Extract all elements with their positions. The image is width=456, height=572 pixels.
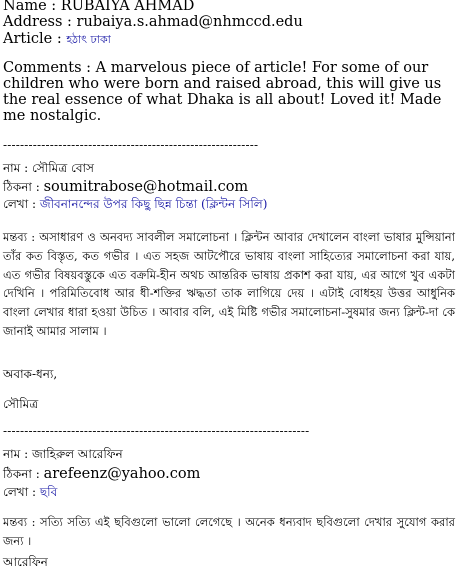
comment-2-article-line bbox=[3, 196, 267, 213]
name-label: নাম : bbox=[3, 161, 29, 175]
commenter-name: জাহিরুল আরেফিন bbox=[32, 447, 123, 461]
commenter-name: RUBAIYA AHMAD bbox=[60, 0, 195, 14]
name-label: নাম : bbox=[3, 447, 29, 461]
comment-3-signature: আরেফিন bbox=[3, 555, 48, 569]
comment-3-text: মন্তব্য : সত্যি সত্যি এই ছবিগুলো ভালো লেগেছে । অনেক ধন্যবাদ ছবিগুলো দেখার সুযোগ করার জন্য । bbox=[3, 515, 455, 548]
comment-2-closing: অবাক-ধন্য, bbox=[3, 367, 58, 381]
comment-2-address-line bbox=[3, 179, 248, 196]
article-link[interactable]: ছবি bbox=[39, 485, 58, 499]
comment-1-article-line bbox=[3, 31, 111, 48]
commenter-name: সৌমিত্র বোস bbox=[32, 161, 94, 175]
commenter-email: arefeenz@yahoo.com bbox=[43, 466, 201, 482]
comment-3-article-line bbox=[3, 484, 57, 501]
address-label: Address : bbox=[3, 14, 72, 30]
separator-2: ------------------------------------------------------------------------ bbox=[3, 424, 310, 438]
address-label: ঠিকনা : bbox=[3, 180, 40, 194]
comment-3-name-line bbox=[3, 446, 123, 463]
address-label: ঠিকনা : bbox=[3, 467, 40, 481]
comment-1-name-line bbox=[3, 0, 194, 15]
comment-2-text: মন্তব্য : অসাধারণ ও অনবদ্য সাবলীল সমালোচনা । ক্লিন্টন আবার দেখালেন বাংলা ভাষার মুন্সিয়ানা তাঁর কত বিস্তৃত, কত গভীর । এত সহজ আটপৌরে ভাষায় বাংলা সাহিত্যের সমালোচনা করা যায়, এত গভীর বিষয়বস্তুকে এত বক্রমি-হীন অথচ আন্তরিক ভাষায় প্রকাশ করা যায়, এর আগে খুব একটা দেখিনি । পরিমিতিবোধ আর ধী-শক্তির ঋদ্ধতা তাক লাগিয়ে দেয় । এটাই বোধহয় উত্তর আধুনিক বাংলা লেখার ধারা হওয়া উচিত । আবার বলি, এই মিষ্টি গভীর সমালোচনা-সুষমার জন্য ক্লিন্ট-দা কে জানাই আমার সালাম । bbox=[3, 230, 455, 338]
name-label: Name : bbox=[3, 0, 57, 14]
comment-1-text: Comments : A marvelous piece of article! For some of our children who were born and raised abroad, this will give us the real essence of what Dhaka is all about! Loved it! Made me nostalgic. bbox=[3, 60, 442, 124]
commenter-email: soumitrabose@hotmail.com bbox=[43, 179, 249, 195]
comment-3-address-line bbox=[3, 466, 200, 483]
separator-1: ------------------------------------------------------------ bbox=[3, 138, 259, 152]
comment-2-signature: সৌমিত্র bbox=[3, 397, 39, 411]
article-label: লেখা : bbox=[3, 485, 37, 499]
article-link[interactable]: জীবনানন্দের উপর কিছু ছিন্ন চিন্তা (ক্লিন্টন সিলি) bbox=[39, 197, 268, 211]
article-link[interactable]: হঠাৎ ঢাকা bbox=[66, 33, 111, 46]
article-label: Article : bbox=[3, 31, 62, 47]
commenter-email: rubaiya.s.ahmad@nhmccd.edu bbox=[76, 14, 303, 30]
comment-2-name-line bbox=[3, 160, 94, 177]
article-label: লেখা : bbox=[3, 197, 37, 211]
comment-1-address-line bbox=[3, 14, 303, 31]
